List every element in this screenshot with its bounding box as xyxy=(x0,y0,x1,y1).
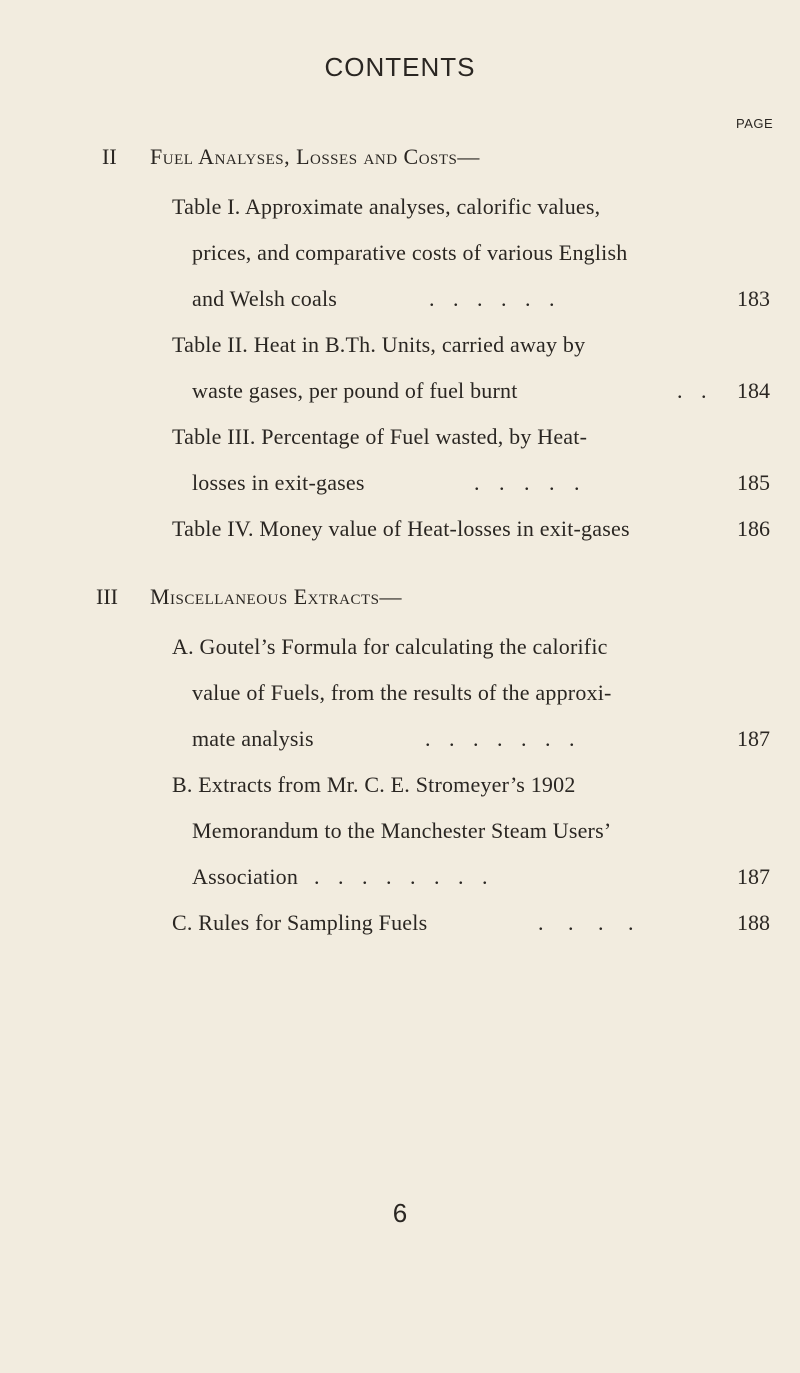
entry-line: Table I. Approximate analyses, calorific values, xyxy=(172,194,601,219)
dot-leader: . . xyxy=(677,378,707,403)
dot-leader: . . . . xyxy=(538,910,634,935)
page-number: 183 xyxy=(737,286,770,311)
entry-line: mate analysis xyxy=(192,726,314,751)
entry-line: C. Rules for Sampling Fuels xyxy=(172,910,428,935)
entry-line: Table III. Percentage of Fuel wasted, by Heat- xyxy=(172,424,588,449)
page-number: 188 xyxy=(737,910,770,935)
dot-leader: . . . . . . xyxy=(429,286,555,311)
section-number: II xyxy=(102,144,117,169)
entry-line: Table IV. Money value of Heat-losses in exit-gases xyxy=(172,516,630,541)
page-title: CONTENTS xyxy=(324,52,476,82)
page-column-label: PAGE xyxy=(736,116,774,131)
entry-line: and Welsh coals xyxy=(192,286,338,311)
entry-line: value of Fuels, from the results of the approxi- xyxy=(192,680,612,705)
dot-leader: . . . . . . . xyxy=(425,726,575,751)
page-number: 185 xyxy=(737,470,770,495)
entry-line: Association xyxy=(192,864,299,889)
entry-line: waste gases, per pound of fuel burnt xyxy=(192,378,518,403)
section-number: III xyxy=(96,584,118,609)
dot-leader: . . . . . . . . xyxy=(314,864,488,889)
section-heading: Fuel Analyses, Losses and Costs— xyxy=(150,144,480,169)
entry-line: prices, and comparative costs of various English xyxy=(192,240,628,265)
page-number: 186 xyxy=(737,516,770,541)
folio-page-number: 6 xyxy=(392,1198,408,1228)
entry-line: Memorandum to the Manchester Steam Users’ xyxy=(192,818,612,843)
entry-line: Table II. Heat in B.Th. Units, carried away by xyxy=(172,332,586,357)
page-number: 184 xyxy=(737,378,770,403)
section-heading: Miscellaneous Extracts— xyxy=(150,584,403,609)
entry-line: losses in exit-gases xyxy=(192,470,365,495)
page-number: 187 xyxy=(737,864,770,889)
dot-leader: . . . . . xyxy=(474,470,580,495)
page-number: 187 xyxy=(737,726,770,751)
entry-line: B. Extracts from Mr. C. E. Stromeyer’s 1902 xyxy=(172,772,576,797)
entry-line: A. Goutel’s Formula for calculating the calorific xyxy=(172,634,608,659)
